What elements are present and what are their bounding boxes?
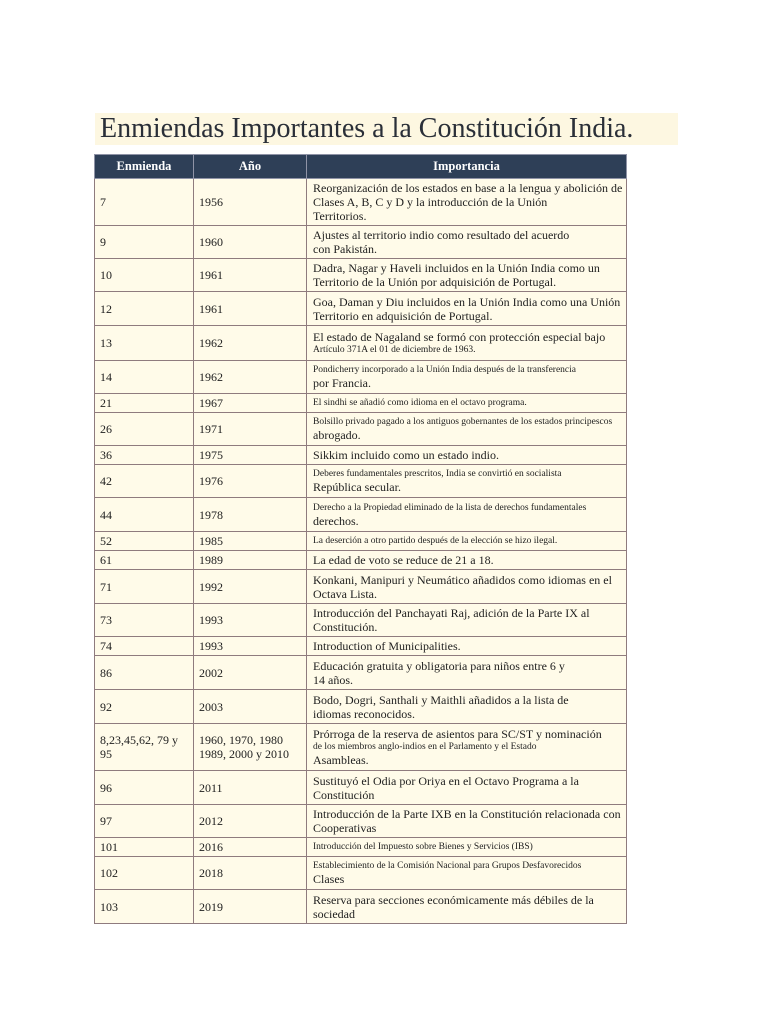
importancia-line: Educación gratuita y obligatoria para niños entre 6 y (313, 658, 565, 673)
importancia-line: Reorganización de los estados en base a la lengua y abolición de (313, 181, 623, 195)
importancia-line: Clases A, B, C y D y la introducción de la Unión (313, 195, 548, 209)
header-enmienda: Enmienda (95, 155, 194, 179)
cell-importancia (307, 604, 627, 637)
importancia-line: Bodo, Dogri, Santhali y Maithli añadidos a la lista de (313, 692, 569, 707)
table-row (95, 361, 627, 394)
table-row (95, 805, 627, 838)
cell-enmienda: 102 (95, 857, 194, 890)
cell-enmienda: 12 (95, 292, 194, 326)
cell-ano: 1989 (194, 551, 307, 570)
importancia-line: idiomas reconocidos. (313, 706, 415, 721)
cell-ano: 1967 (194, 394, 307, 413)
cell-importancia (307, 570, 627, 604)
cell-ano: 2016 (194, 838, 307, 857)
importancia-line: República secular. (313, 480, 401, 494)
cell-importancia (307, 857, 627, 890)
cell-enmienda: 61 (95, 551, 194, 570)
importancia-line: Ajustes al territorio indio como resultado del acuerdo (313, 228, 570, 242)
cell-importancia (307, 465, 627, 498)
importancia-line: Constitución (313, 787, 375, 802)
table-row (95, 226, 627, 259)
cell-ano: 1992 (194, 570, 307, 604)
cell-ano: 2003 (194, 690, 307, 724)
importancia-line: Introduction of Municipalities. (313, 639, 461, 653)
cell-importancia (307, 361, 627, 394)
importancia-line: Deberes fundamentales prescritos, India se convirtió en socialista (313, 469, 562, 479)
cell-enmienda: 36 (95, 446, 194, 465)
cell-ano: 1960 (194, 226, 307, 259)
table-header-row (95, 155, 627, 179)
cell-importancia (307, 805, 627, 838)
table-row (95, 690, 627, 724)
header-ano: Año (194, 155, 307, 179)
cell-ano: 2019 (194, 890, 307, 924)
importancia-line: Territorios. (313, 209, 367, 223)
cell-enmienda: 52 (95, 532, 194, 551)
cell-ano: 1962 (194, 361, 307, 394)
importancia-line: abrogado. (313, 428, 361, 442)
cell-enmienda: 7 (95, 179, 194, 226)
importancia-line: por Francia. (313, 376, 371, 390)
importancia-line: Territorio de la Unión por adquisición de Portugal. (313, 275, 557, 289)
cell-ano: 1961 (194, 259, 307, 292)
cell-enmienda: 13 (95, 326, 194, 361)
importancia-line: Reserva para secciones económicamente más débiles de la (313, 892, 594, 907)
cell-ano: 1971 (194, 413, 307, 446)
cell-ano: 1993 (194, 637, 307, 656)
cell-importancia (307, 226, 627, 259)
importancia-line: Bolsillo privado pagado a los antiguos gobernantes de los estados principescos (313, 417, 613, 427)
cell-importancia (307, 259, 627, 292)
importancia-line: Introducción de la Parte IXB en la Constitución relacionada con (313, 807, 621, 821)
cell-importancia (307, 656, 627, 690)
table-row (95, 446, 627, 465)
cell-enmienda: 8,23,45,62, 79 y 95 (95, 724, 194, 771)
cell-enmienda: 44 (95, 498, 194, 532)
cell-enmienda: 42 (95, 465, 194, 498)
cell-enmienda: 97 (95, 805, 194, 838)
table-row (95, 857, 627, 890)
table-row (95, 326, 627, 361)
header-importancia: Importancia (307, 155, 627, 179)
cell-ano: 1962 (194, 326, 307, 361)
importancia-line: Sustituyó el Odia por Oriya en el Octavo Programa a la (313, 773, 579, 788)
table-row (95, 637, 627, 656)
table-row (95, 498, 627, 532)
importancia-line: Introducción del Panchayati Raj, adición de la Parte IX al (313, 606, 590, 620)
cell-importancia (307, 446, 627, 465)
importancia-line: Clases (313, 872, 345, 886)
table-row (95, 570, 627, 604)
cell-importancia (307, 179, 627, 226)
importancia-line: El estado de Nagaland se formó con protección especial bajo (313, 330, 606, 344)
importancia-line: Asambleas. (313, 753, 369, 767)
table-row (95, 259, 627, 292)
cell-ano: 1960, 1970, 1980 1989, 2000 y 2010 (194, 724, 307, 771)
cell-ano: 2011 (194, 771, 307, 805)
importancia-line: La deserción a otro partido después de la elección se hizo ilegal. (313, 536, 558, 546)
importancia-line: La edad de voto se reduce de 21 a 18. (313, 553, 494, 567)
cell-ano: 1978 (194, 498, 307, 532)
cell-enmienda: 92 (95, 690, 194, 724)
cell-ano: 2018 (194, 857, 307, 890)
importancia-line: derechos. (313, 513, 359, 528)
amendments-table (94, 154, 627, 924)
cell-importancia (307, 637, 627, 656)
cell-importancia (307, 532, 627, 551)
cell-enmienda: 71 (95, 570, 194, 604)
table-row (95, 292, 627, 326)
cell-ano: 1961 (194, 292, 307, 326)
cell-enmienda: 9 (95, 226, 194, 259)
cell-enmienda: 10 (95, 259, 194, 292)
cell-importancia (307, 690, 627, 724)
cell-ano: 1993 (194, 604, 307, 637)
cell-enmienda: 26 (95, 413, 194, 446)
table-row (95, 724, 627, 771)
importancia-line: Artículo 371A el 01 de diciembre de 1963. (313, 345, 476, 355)
importancia-line: 14 años. (313, 672, 353, 687)
cell-importancia (307, 551, 627, 570)
cell-importancia (307, 771, 627, 805)
cell-importancia (307, 890, 627, 924)
cell-ano: 1975 (194, 446, 307, 465)
cell-enmienda: 101 (95, 838, 194, 857)
cell-enmienda: 96 (95, 771, 194, 805)
cell-ano: 1976 (194, 465, 307, 498)
cell-enmienda: 14 (95, 361, 194, 394)
cell-enmienda: 86 (95, 656, 194, 690)
table-row (95, 656, 627, 690)
importancia-line: Constitución. (313, 620, 378, 634)
importancia-line: Prórroga de la reserva de asientos para SC/ST y nominación (313, 727, 602, 741)
cell-importancia (307, 292, 627, 326)
table-row (95, 465, 627, 498)
importancia-line: Konkani, Manipuri y Neumático añadidos como idiomas en el (313, 572, 612, 587)
importancia-line: Cooperativas (313, 821, 377, 835)
cell-enmienda: 73 (95, 604, 194, 637)
table-row (95, 604, 627, 637)
importancia-line: de los miembros anglo-indios en el Parlamento y el Estado (313, 742, 537, 752)
importancia-line: con Pakistán. (313, 242, 377, 256)
importancia-line: Introducción del Impuesto sobre Bienes y Servicios (IBS) (313, 842, 533, 852)
page-title: Enmiendas Importantes a la Constitución India. (100, 113, 634, 144)
cell-ano: 1985 (194, 532, 307, 551)
cell-importancia (307, 838, 627, 857)
table-row (95, 394, 627, 413)
cell-enmienda: 21 (95, 394, 194, 413)
cell-importancia (307, 724, 627, 771)
cell-importancia (307, 326, 627, 361)
importancia-line: Dadra, Nagar y Haveli incluidos en la Unión India como un (313, 261, 600, 275)
importancia-line: Territorio en adquisición de Portugal. (313, 308, 493, 323)
importancia-line: Derecho a la Propiedad eliminado de la lista de derechos fundamentales (313, 502, 587, 513)
cell-importancia (307, 394, 627, 413)
cell-importancia (307, 413, 627, 446)
table-row (95, 179, 627, 226)
importancia-line: Goa, Daman y Diu incluidos en la Unión India como una Unión (313, 294, 621, 309)
cell-enmienda: 103 (95, 890, 194, 924)
cell-ano: 2002 (194, 656, 307, 690)
importancia-line: Establecimiento de la Comisión Nacional para Grupos Desfavorecidos (313, 861, 582, 871)
table-row (95, 532, 627, 551)
importancia-line: Pondicherry incorporado a la Unión India después de la transferencia (313, 365, 576, 375)
table-row (95, 771, 627, 805)
table-row (95, 890, 627, 924)
importancia-line: Octava Lista. (313, 586, 377, 601)
importancia-line: El sindhi se añadió como idioma en el octavo programa. (313, 398, 527, 408)
cell-ano: 2012 (194, 805, 307, 838)
importancia-line: sociedad (313, 906, 355, 921)
cell-importancia (307, 498, 627, 532)
cell-enmienda: 74 (95, 637, 194, 656)
importancia-line: Sikkim incluido como un estado indio. (313, 448, 499, 462)
cell-ano: 1956 (194, 179, 307, 226)
table-row (95, 551, 627, 570)
table-row (95, 838, 627, 857)
table-row (95, 413, 627, 446)
